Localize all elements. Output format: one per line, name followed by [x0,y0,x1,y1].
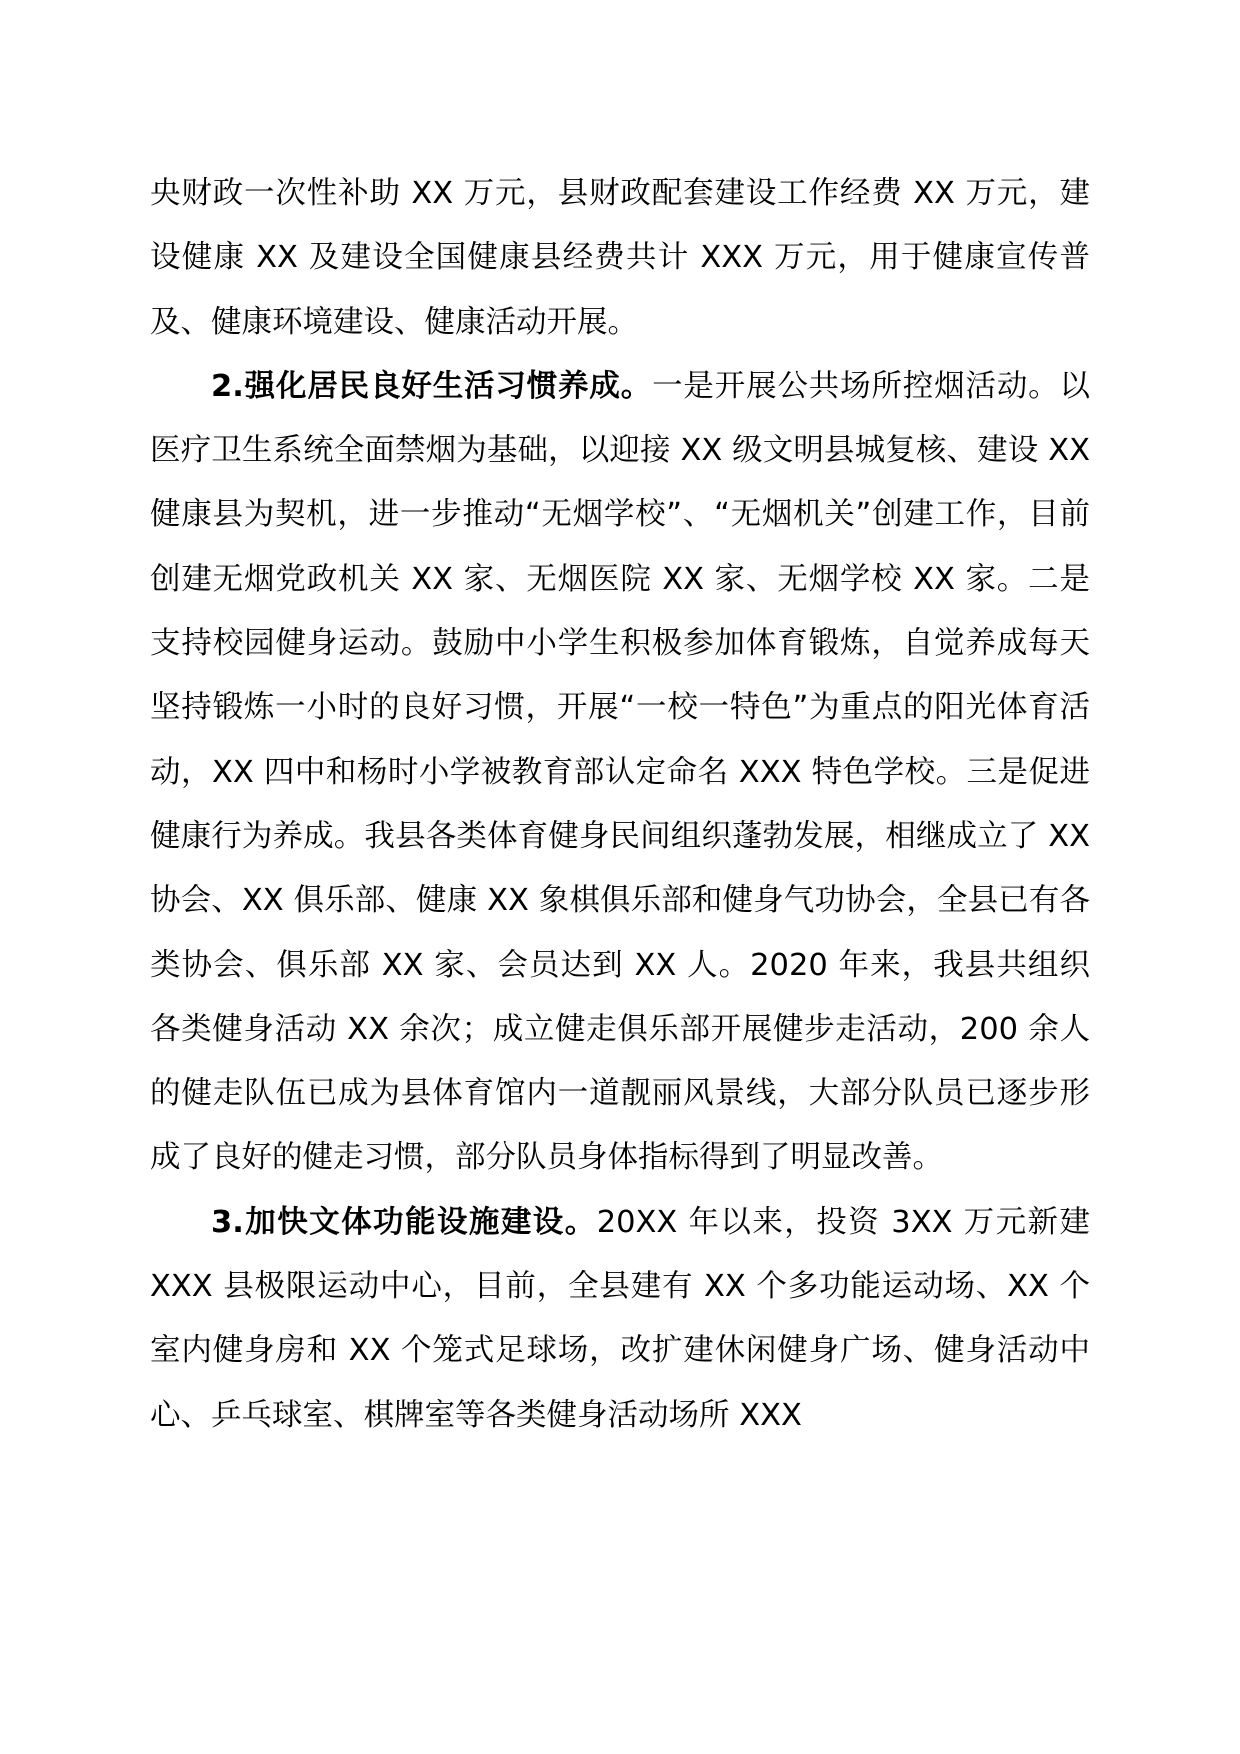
document-body [150,162,1090,1448]
paragraph-facilities [150,1191,1090,1448]
paragraph-habits [150,355,1090,1191]
paragraph-body: 一是开展公共场所控烟活动。以医疗卫生系统全面禁烟为基础，以迎接 XX 级文明县城复核、建设 XX 健康县为契机，进一步推动“无烟学校”、“无烟机关”创建工作，目前创建无烟党政机关 XX 家、无烟医院 XX 家、无烟学校 XX 家。二是支持校园健身运动。鼓励中小学生积极参加体育锻炼，自觉养成每天坚持锻炼一小时的良好习惯，开展“一校一特色”为重点的阳光体育活动，XX 四中和杨时小学被教育部认定命名 XXX 特色学校。三是促进健康行为养成。我县各类体育健身民间组织蓬勃发展，相继成立了 XX 协会、XX 俱乐部、健康 XX 象棋俱乐部和健身气功协会，全县已有各类协会、俱乐部 XX 家、会员达到 XX 人。2020 年来，我县共组织各类健身活动 XX 余次；成立健走俱乐部开展健步走活动，200 余人的健走队伍已成为县体育馆内一道靓丽风景线，大部分队员已逐步形成了良好的健走习惯，部分队员身体指标得到了明显改善。 [150,368,1091,1176]
paragraph-heading: 3.加快文体功能设施建设。 [211,1204,597,1240]
paragraph-body: 20XX 年以来，投资 3XX 万元新建 XXX 县极限运动中心，目前，全县建有 XX 个多功能运动场、XX 个室内健身房和 XX 个笼式足球场，改扩建休闲健身广场、健身活动中心、乒乓球室、棋牌室等各类健身活动场所 XXX [150,1204,1090,1433]
paragraph-body: 央财政一次性补助 XX 万元，县财政配套建设工作经费 XX 万元，建设健康 XX 及建设全国健康县经费共计 XXX 万元，用于健康宣传普及、健康环境建设、健康活动开展。 [150,176,1090,340]
paragraph-heading: 2.强化居民良好生活习惯养成。 [211,368,653,404]
paragraph-funding [150,162,1090,355]
